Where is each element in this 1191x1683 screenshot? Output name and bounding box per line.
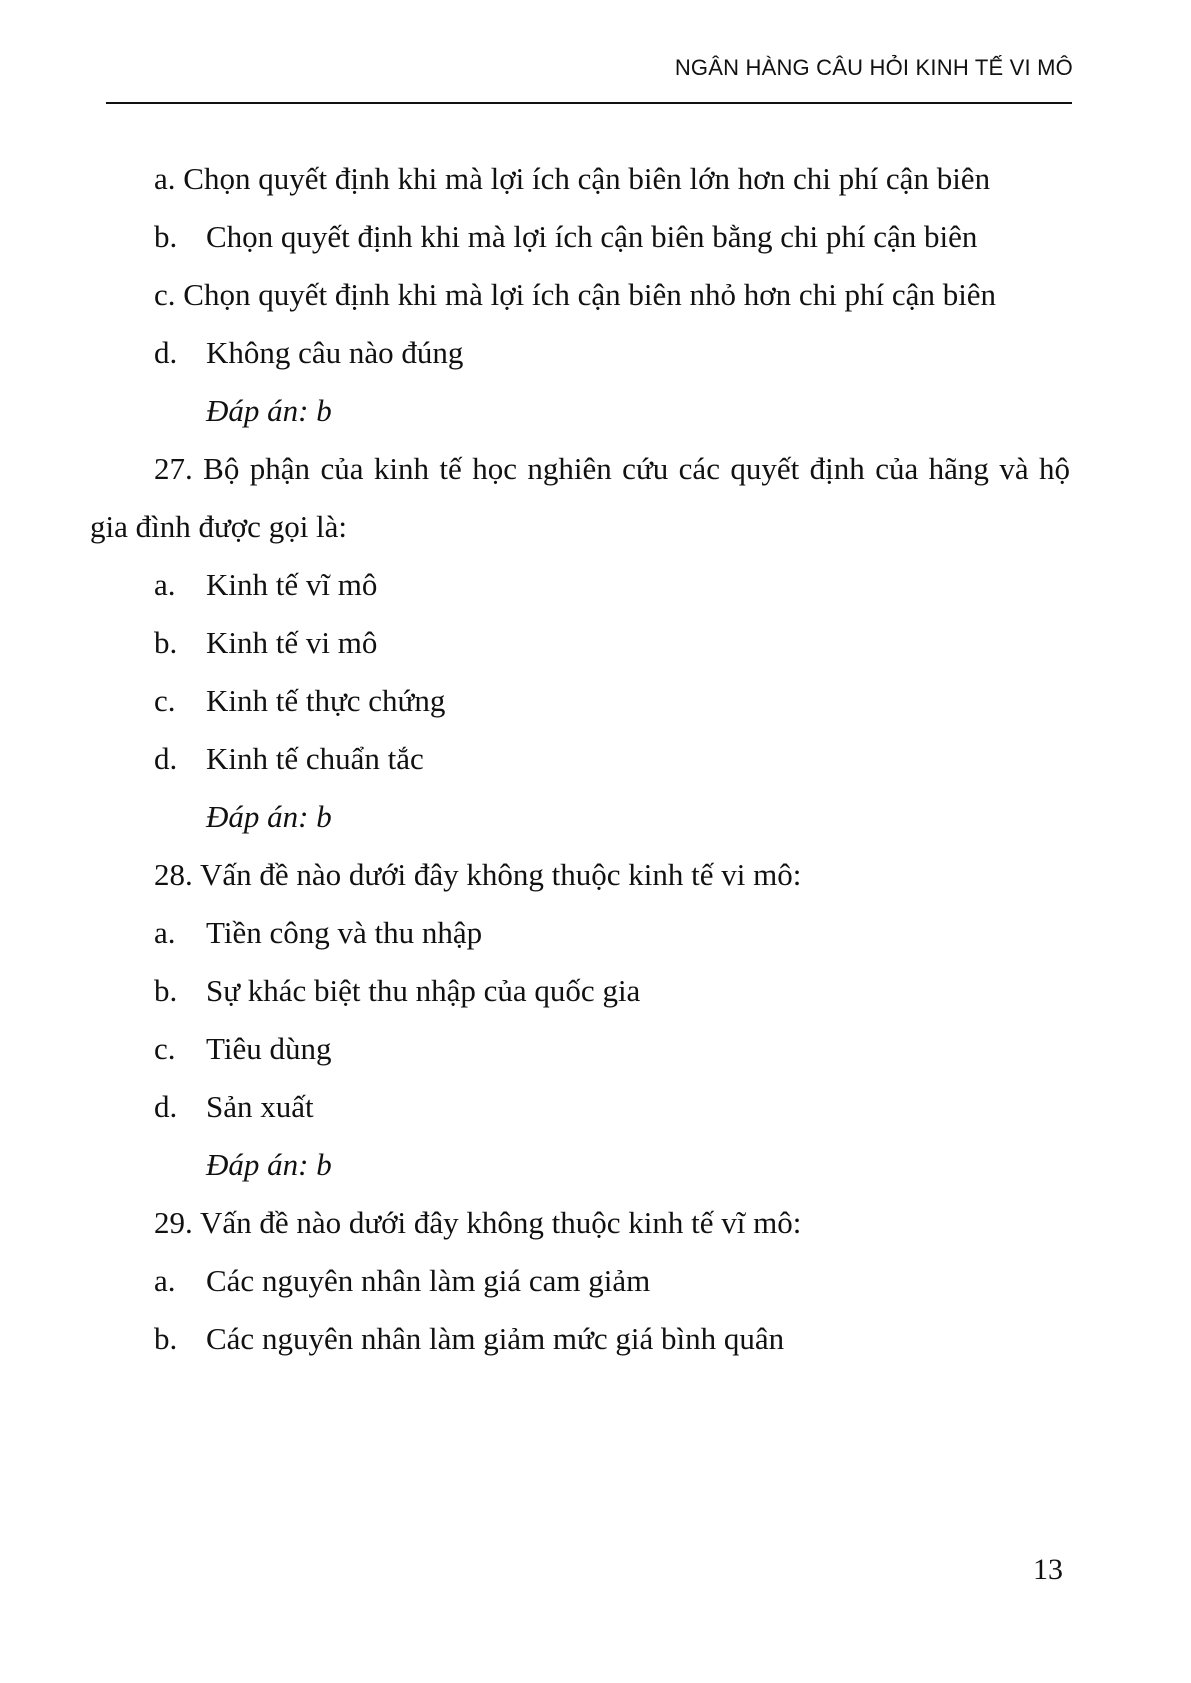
option-text: Tiêu dùng — [206, 1031, 332, 1066]
option-label: d. — [154, 741, 178, 776]
option-text: Kinh tế vĩ mô — [206, 567, 378, 602]
option-q27-b — [90, 614, 1070, 672]
option-text: Sự khác biệt thu nhập của quốc gia — [206, 973, 641, 1008]
option-text: Không câu nào đúng — [206, 335, 464, 370]
option-q26-c — [90, 266, 1070, 324]
header-rule — [106, 102, 1072, 104]
option-label: b. — [154, 973, 178, 1008]
option-label: a. — [154, 915, 176, 950]
option-label: a. — [154, 567, 176, 602]
option-q28-d — [90, 1078, 1070, 1136]
option-q27-c — [90, 672, 1070, 730]
option-q26-b — [90, 208, 1070, 266]
option-text: Các nguyên nhân làm giảm mức giá bình quân — [206, 1321, 785, 1356]
answer-q27: Đáp án: b — [206, 799, 332, 834]
option-label: c. — [154, 277, 176, 312]
question-27: 27. Bộ phận của kinh tế học nghiên cứu các quyết định của hãng và hộ gia đình được gọi là: — [90, 451, 1070, 544]
option-q29-a — [90, 1252, 1070, 1310]
option-label: c. — [154, 683, 176, 718]
option-label: a. — [154, 161, 176, 196]
option-text: Chọn quyết định khi mà lợi ích cận biên bằng chi phí cận biên — [206, 219, 978, 254]
option-q26-d — [90, 324, 1070, 382]
option-text: Kinh tế vi mô — [206, 625, 378, 660]
answer-q26: Đáp án: b — [206, 393, 332, 428]
option-q28-b — [90, 962, 1070, 1020]
option-label: b. — [154, 625, 178, 660]
option-label: d. — [154, 335, 178, 370]
option-q27-d — [90, 730, 1070, 788]
option-text: Kinh tế chuẩn tắc — [206, 741, 424, 776]
option-text: Chọn quyết định khi mà lợi ích cận biên nhỏ hơn chi phí cận biên — [183, 277, 997, 312]
question-28: 28. Vấn đề nào dưới đây không thuộc kinh tế vi mô: — [154, 857, 802, 892]
option-q29-b — [90, 1310, 1070, 1368]
option-label: b. — [154, 219, 178, 254]
option-text: Chọn quyết định khi mà lợi ích cận biên lớn hơn chi phí cận biên — [183, 161, 991, 196]
option-q28-c — [90, 1020, 1070, 1078]
option-text: Sản xuất — [206, 1089, 314, 1124]
option-label: d. — [154, 1089, 178, 1124]
option-q27-a — [90, 556, 1070, 614]
option-label: a. — [154, 1263, 176, 1298]
page-body — [90, 150, 1070, 1368]
answer-q28: Đáp án: b — [206, 1147, 332, 1182]
page-number: 13 — [1033, 1553, 1063, 1586]
option-q26-a — [90, 150, 1070, 208]
option-text: Tiền công và thu nhập — [206, 915, 483, 950]
option-text: Các nguyên nhân làm giá cam giảm — [206, 1263, 651, 1298]
question-29: 29. Vấn đề nào dưới đây không thuộc kinh tế vĩ mô: — [154, 1205, 802, 1240]
option-text: Kinh tế thực chứng — [206, 683, 446, 718]
option-label: c. — [154, 1031, 176, 1066]
running-header: NGÂN HÀNG CÂU HỎI KINH TẾ VI MÔ — [674, 55, 1073, 80]
option-label: b. — [154, 1321, 178, 1356]
option-q28-a — [90, 904, 1070, 962]
